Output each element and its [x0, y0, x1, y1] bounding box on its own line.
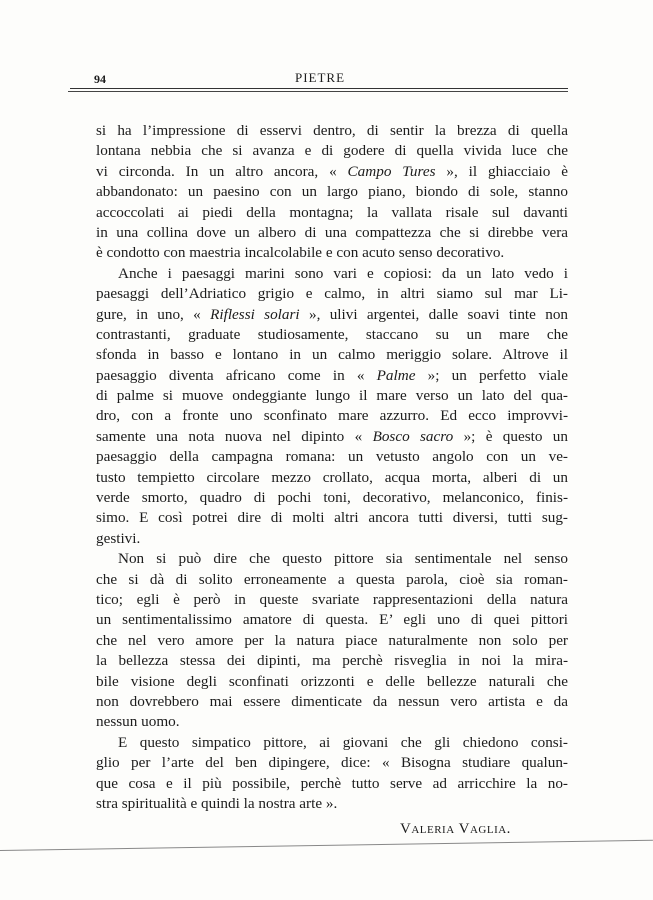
- text-line: non dovrebbero mai essere dimenticate da nessun vero artista e da: [96, 692, 568, 710]
- text-line: sfonda in basso e lontano in un calmo meriggio solare. Altrove il: [96, 346, 568, 364]
- paragraph: [96, 549, 568, 733]
- text-line: gestivi.: [96, 529, 141, 547]
- text-line: E questo simpatico pittore, ai giovani che gli chiedono consi-: [118, 733, 568, 751]
- text-line: la bellezza stessa dei dipinti, ma perchè risveglia in noi la mira-: [96, 652, 568, 670]
- text-line: paesaggio della campagna romana: un vetusto angolo con un ve-: [96, 448, 568, 466]
- text-line: si ha l’impressione di esservi dentro, di sentir la brezza di quella: [96, 122, 568, 139]
- text-line: glio per l’arte del ben dipingere, dice: « Bisogna studiare qualun-: [96, 754, 568, 772]
- text-line: paesaggio diventa africano come in « Palme »; un perfetto viale: [96, 366, 568, 384]
- text-line: samente una nota nuova nel dipinto « Bosco sacro »; è questo un: [96, 427, 568, 445]
- text-line: lontana nebbia che si avanza e di godere di quella vivida luce che: [96, 142, 568, 160]
- text-line: verde smorto, quadro di pochi toni, decorativo, melanconico, finis-: [96, 489, 568, 507]
- running-title: PIETRE: [294, 70, 346, 85]
- paragraph: [96, 121, 568, 264]
- text-line: abbandonato: un paesino con un largo piano, biondo di sole, stanno: [96, 183, 568, 201]
- text-line: paesaggi dell’Adriatico grigio e calmo, in altri siamo sul mar Li-: [96, 285, 568, 303]
- text-line: dro, con a fronte uno sconfinato mare azzurro. Ed ecco improvvi-: [96, 407, 568, 425]
- text-line: accoccolati ai piedi della montagna; la vallata risale sul davanti: [96, 203, 568, 221]
- page-number: 94: [94, 72, 106, 86]
- text-line: Non si può dire che questo pittore sia sentimentale nel senso: [118, 550, 568, 568]
- text-line: simo. E così potrei dire di molti altri ancora tutti diversi, tutti sug-: [96, 509, 568, 527]
- header-rule-double: [68, 91, 568, 92]
- header-rule: [70, 88, 568, 89]
- text-line: tusto tempietto circolare mezzo crollato, acqua morta, alberi di un: [96, 468, 568, 486]
- text-line: tico; egli è però in queste svariate rappresentazioni della natura: [96, 590, 568, 608]
- text-line: stra spiritualità e quindi la nostra arte ».: [96, 794, 338, 812]
- text-line: un sentimentalissimo amatore di questa. E’ egli uno di quei pittori: [96, 611, 568, 629]
- paragraph: [96, 264, 568, 549]
- text-line: vi circonda. In un altro ancora, « Campo Tures », il ghiacciaio è: [96, 162, 568, 180]
- text-line: che si dà di solito erroneamente a questa parola, cioè sia roman-: [96, 570, 568, 588]
- text-line: in una collina dove un albero di una compattezza che si direbbe vera: [96, 223, 568, 241]
- text-line: que cosa e il più possibile, perchè tutto serve ad arricchire la no-: [96, 774, 568, 792]
- text-line: bile visione degli sconfinati orizzonti e delle bellezze naturali che: [96, 672, 568, 690]
- text-line: contrastanti, graduate studiosamente, staccano su un mare che: [96, 325, 568, 343]
- author-signature: Valeria Vaglia.: [400, 821, 511, 837]
- footer-rule: [0, 840, 653, 851]
- text-line: Anche i paesaggi marini sono vari e copiosi: da un lato vedo i: [118, 264, 568, 282]
- text-line: è condotto con maestria incalcolabile e con acuto senso decorativo.: [96, 244, 505, 262]
- text-line: che nel vero amore per la natura piace naturalmente non solo per: [96, 631, 568, 649]
- text-line: nessun uomo.: [96, 713, 180, 731]
- text-line: gure, in uno, « Riflessi solari », ulivi argentei, dalle soavi tinte non: [96, 305, 568, 323]
- text-line: di palme si muove ondeggiante lungo il mare verso un lato del qua-: [96, 387, 568, 405]
- paragraph: [96, 733, 568, 815]
- article-body: [96, 121, 568, 814]
